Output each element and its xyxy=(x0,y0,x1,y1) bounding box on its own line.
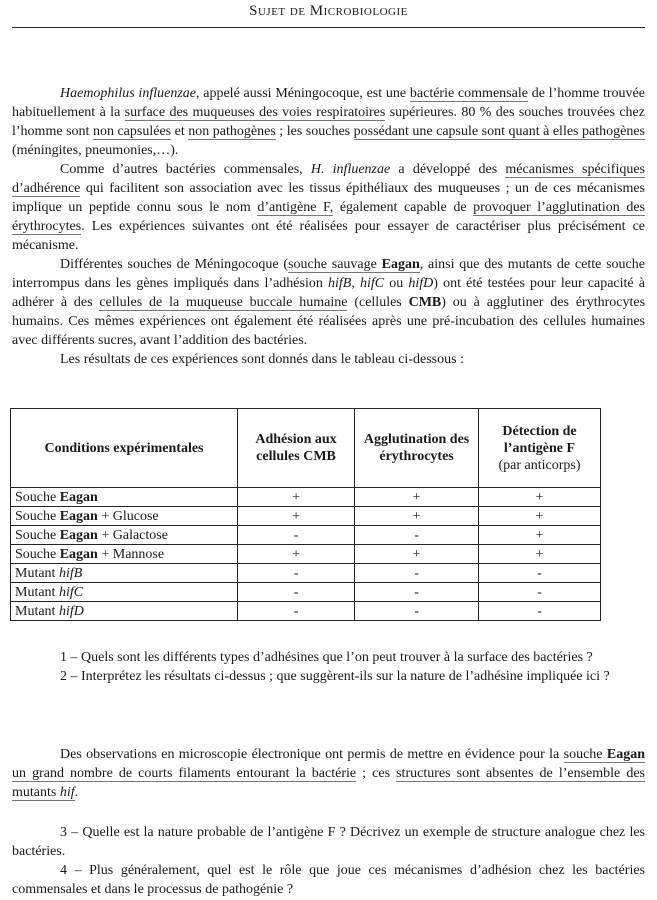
text: Comme d’autres bactéries commensales, xyxy=(60,162,311,177)
paragraph-2 xyxy=(12,160,645,255)
header-adhesion: Adhésion aux cellules CMB xyxy=(237,409,354,488)
text: a développé des xyxy=(390,162,506,177)
italic-species: H. influenzae xyxy=(310,162,391,177)
row-condition xyxy=(11,583,238,602)
page-title: Sujet de Microbiologie xyxy=(249,3,408,19)
paragraph-1 xyxy=(12,84,645,160)
questions-3-4 xyxy=(12,823,645,899)
text: ) ont été testées pour leur capacité à adhérer à des xyxy=(12,276,645,310)
row-condition xyxy=(11,507,238,526)
cell-agglutination: - xyxy=(355,602,479,621)
cell-adhesion: - xyxy=(237,526,354,545)
cell-detection: - xyxy=(479,583,601,602)
italic-gene: hifB xyxy=(58,565,83,581)
text: de l’homme trouvée habituellement à la xyxy=(12,86,645,120)
question-3: 3 – Quelle est la nature probable de l’antigène F ? Décrivez un exemple de structure analogue chez les bactéries. xyxy=(12,825,645,859)
underlined-text: un grand nombre de courts filaments entourant la bactérie xyxy=(12,766,357,781)
table-row xyxy=(11,526,601,545)
table-header-row xyxy=(11,409,601,488)
text: Différentes souches de Méningocoque ( xyxy=(60,257,289,272)
text: ) ou à agglutiner des érythrocytes humains. Ces mêmes expériences ont également été réalisées après une pré-incubation des cellules humaines avec différents sucres, avant l’addition des bactéries. xyxy=(12,295,646,348)
table-row xyxy=(11,545,601,564)
italic-gene: hifC xyxy=(58,584,84,600)
row-condition xyxy=(11,564,238,583)
italic-gene: hifD xyxy=(58,603,84,619)
text: + Glucose xyxy=(97,508,159,524)
text: , ainsi que des mutants de cette souche interrompus dans les gènes impliqués dans l’adhésion xyxy=(12,257,645,291)
underlined-text: souche xyxy=(563,747,607,762)
results-table xyxy=(10,408,601,621)
cell-detection: + xyxy=(479,507,601,526)
bold-strain: Eagan xyxy=(59,527,98,543)
bold-strain: Eagan xyxy=(381,257,420,272)
text: Souche xyxy=(15,527,60,543)
text: ou xyxy=(384,276,409,291)
bold-strain: Eagan xyxy=(59,489,98,505)
cell-agglutination: + xyxy=(355,488,479,507)
italic-gene: hifD xyxy=(408,276,434,291)
header-conditions: Conditions expérimentales xyxy=(11,409,238,488)
text: . Les expériences suivantes ont été réalisées pour essayer de caractériser plus précisément ce mécanisme. xyxy=(12,219,645,253)
cell-detection: + xyxy=(479,526,601,545)
text: ; les souches xyxy=(275,124,354,139)
row-condition xyxy=(11,545,238,564)
underlined-text: provoquer l’agglutination des érythrocytes xyxy=(12,200,645,234)
underlined-text: structures sont absentes de l’ensemble des mutants xyxy=(12,766,646,800)
text: (méningites, pneumonies,…). xyxy=(12,143,179,158)
italic-gene: hifB, hifC xyxy=(327,276,385,291)
header-agglutination: Agglutination des érythrocytes xyxy=(355,409,479,488)
cell-adhesion: - xyxy=(237,564,354,583)
cell-adhesion: + xyxy=(237,507,354,526)
text: . xyxy=(74,785,79,800)
italic-species: Haemophilus influenzae, xyxy=(60,86,200,101)
text: (cellules xyxy=(347,295,409,310)
questions-1-2 xyxy=(12,648,645,686)
cell-detection: + xyxy=(479,488,601,507)
text: Souche xyxy=(15,508,60,524)
text: Souche xyxy=(15,489,60,505)
text: Mutant xyxy=(15,565,59,581)
cell-adhesion: - xyxy=(237,602,354,621)
paragraph-4: Les résultats de ces expériences sont donnés dans le tableau ci-dessous : xyxy=(60,352,464,367)
row-condition xyxy=(11,526,238,545)
table-row xyxy=(11,488,601,507)
cell-agglutination: - xyxy=(355,526,479,545)
header-detection xyxy=(479,409,601,488)
text: également capable de xyxy=(333,200,474,215)
text: + Mannose xyxy=(97,546,165,562)
cell-detection: - xyxy=(479,564,601,583)
underlined-text: d’antigène F, xyxy=(257,200,334,215)
cell-adhesion: + xyxy=(237,488,354,507)
text: supérieures. 80 % des souches trouvées chez l’homme sont xyxy=(12,105,645,139)
text: et xyxy=(171,124,189,139)
text: ; ces xyxy=(356,766,397,781)
cell-adhesion: + xyxy=(237,545,354,564)
underlined-text: souche sauvage xyxy=(288,257,382,272)
cell-agglutination: - xyxy=(355,583,479,602)
header-detection-sub: (par anticorps) xyxy=(498,457,581,473)
underlined-text: non capsulées xyxy=(92,124,172,139)
cell-detection: - xyxy=(479,602,601,621)
underlined-text: non pathogènes xyxy=(188,124,276,139)
question-4: 4 – Plus généralement, quel est le rôle que joue ces mécanismes d’adhésion chez les bactéries commensales et dans le processus de pathogénie ? xyxy=(12,863,645,897)
italic-gene: hif xyxy=(59,785,75,800)
text: Mutant xyxy=(15,584,59,600)
cell-agglutination: - xyxy=(355,564,479,583)
table-row xyxy=(11,583,601,602)
cell-adhesion: - xyxy=(237,583,354,602)
cell-detection: + xyxy=(479,545,601,564)
bold-strain: Eagan xyxy=(59,508,98,524)
text: appelé aussi Méningocoque, est une xyxy=(199,86,410,101)
paragraph-3 xyxy=(12,255,645,350)
cell-agglutination: + xyxy=(355,545,479,564)
row-condition xyxy=(11,488,238,507)
underlined-text: surface des muqueuses des voies respiratoires xyxy=(124,105,386,120)
underlined-text: cellules de la muqueuse buccale humaine xyxy=(99,295,348,310)
question-2: 2 – Interprétez les résultats ci-dessus ; que suggèrent-ils sur la nature de l’adhésine impliquée ici ? xyxy=(60,669,610,684)
underlined-text: possédant une capsule sont quant à elles pathogènes xyxy=(353,124,645,139)
observation-text xyxy=(12,745,645,802)
text: Mutant xyxy=(15,603,59,619)
bold-strain: Eagan xyxy=(606,747,645,762)
bold-cells: CMB xyxy=(408,295,442,310)
observation-paragraph xyxy=(12,745,645,802)
header-detection-label: Détection de l’antigène F xyxy=(502,423,577,456)
title-divider xyxy=(12,27,645,28)
bold-strain: Eagan xyxy=(59,546,98,562)
row-condition xyxy=(11,602,238,621)
underlined-text: bactérie commensale xyxy=(409,86,528,101)
table-row xyxy=(11,564,601,583)
text: qui facilitent son association avec les tissus épithéliaux des muqueuses ; un de ces mécanismes implique un peptide connu sous le nom xyxy=(12,181,645,215)
table-row xyxy=(11,507,601,526)
intro-text xyxy=(12,84,645,369)
text: Des observations en microscopie électronique ont permis de mettre en évidence pour la xyxy=(60,747,564,762)
underlined-text: mécanismes spécifiques d’adhérence xyxy=(12,162,645,196)
text: Souche xyxy=(15,546,60,562)
text: + Galactose xyxy=(97,527,168,543)
question-1: 1 – Quels sont les différents types d’adhésines que l’on peut trouver à la surface des bactéries ? xyxy=(60,650,593,665)
cell-agglutination: + xyxy=(355,507,479,526)
table-row xyxy=(11,602,601,621)
